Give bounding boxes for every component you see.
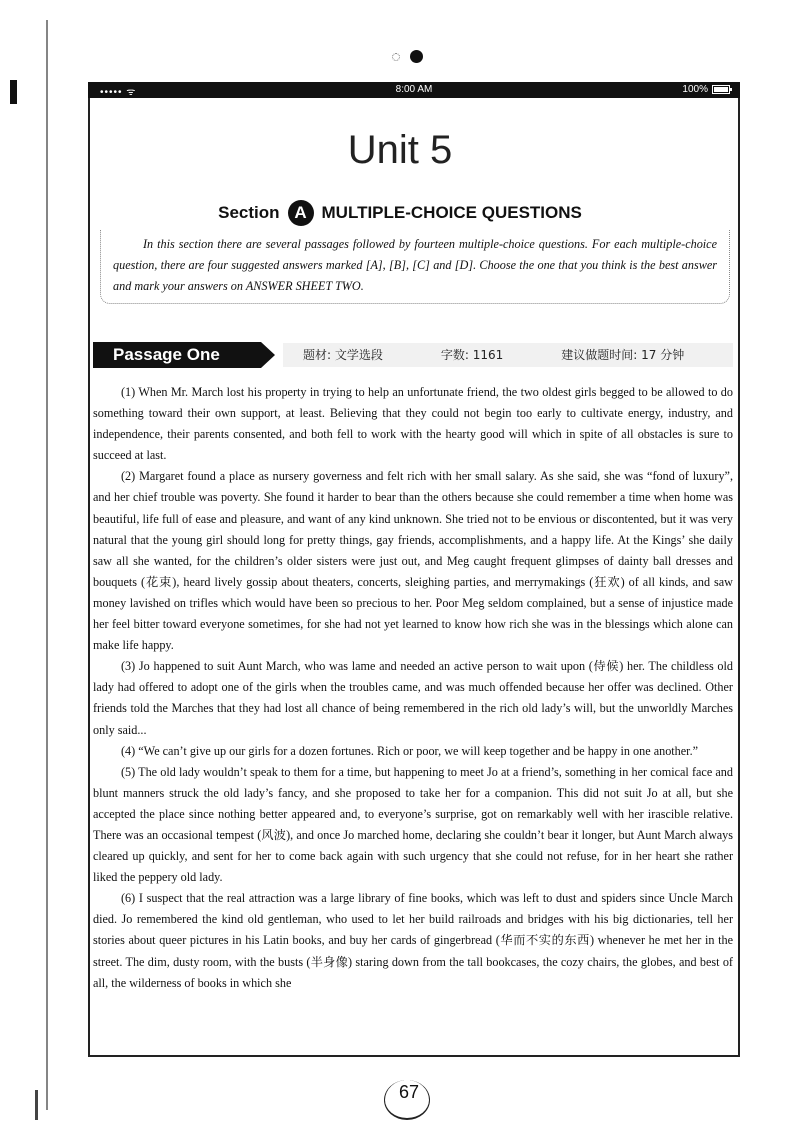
- section-heading: [0, 200, 800, 226]
- passage-meta: [283, 343, 733, 367]
- battery-percent: 100%: [682, 84, 708, 95]
- signal-icon: ••••• ᯤ: [100, 87, 137, 98]
- paragraph-1: (1) When Mr. March lost his property in trying to help an unfortunate friend, the two oldest girls begged to be allowed to do something toward their own support, at least. Believing that they could not begin too early to cultivate energy, industry, and independence, their parents consented, and both fell to work with the hearty good will which in spite of all obstacles is sure to succeed at last.: [93, 385, 733, 463]
- paragraph-4: (4) “We can’t give up our girls for a dozen fortunes. Rich or poor, we will keep together and be happy in one another.”: [121, 743, 699, 758]
- battery-indicator: [682, 84, 730, 95]
- binding-mark: [10, 80, 17, 104]
- sensor-icon: [392, 53, 400, 61]
- binding-line: [46, 20, 48, 1110]
- camera-icon: [410, 50, 423, 63]
- paragraph-6: (6) I suspect that the real attraction was a large library of fine books, which was left to dust and spiders since Uncle March died. Jo remembered the kind old gentleman, who used to let her build railroads and bridges with his big dictionaries, tell her stories about queer pictures in his Latin books, and buy her cards of gingerbread (华而不实的东西) whenever he met her in the street. The dim, dusty room, with the busts (半身像) staring down from the tall bookcases, the cozy chairs, the globes, and best of all, the wilderness of books in which she: [93, 891, 733, 990]
- paragraph-5: (5) The old lady wouldn’t speak to them for a time, but happening to meet Jo at a friend’s, something in her comical face and blunt manners struck the old lady’s fancy, and she proposed to take her for a companion. This did not suit Jo at all, but she accepted the place since nothing better appeared and, to everyone’s surprise, got on remarkably well with her irascible relative. There was an occasional tempest (风波), and once Jo marched home, declaring she couldn’t bear it longer, but Aunt March always cleared up quickly, and sent for her to come back again with such urgency that she could not refuse, for in her heart she rather liked the peppery old lady.: [93, 764, 733, 885]
- passage-arrow-icon: [261, 342, 275, 368]
- status-bar: [88, 82, 740, 98]
- section-instructions: In this section there are several passages followed by fourteen multiple-choice questions. For each multiple-choice question, there are four suggested answers marked [A], [B], [C] and [D]. Choose the one that you think is the best answer and mark your answers on ANSWER SHEET TWO.: [100, 230, 730, 304]
- passage-suggested-time: 建议做题时间: 17 分钟: [561, 348, 685, 362]
- unit-title: Unit 5: [347, 128, 453, 172]
- binding-mark-bottom: [35, 1090, 38, 1120]
- paragraph-2: (2) Margaret found a place as nursery governess and felt rich with her small salary. As she said, she was “fond of luxury”, and her chief trouble was poverty. She found it harder to bear than the others because she could remember a time when home was beautiful, life full of ease and pleasure, and want of any kind unknown. She tried not to be envious or discontented, but it was very natural that the young girl should long for pretty things, gay friends, accomplishments, and a happy life. At the Kings’ she daily saw all she wanted, for the children’s older sisters were just out, and Meg caught frequent glimpses of dainty ball dresses and bouquets (花束), heard lively gossip about theaters, concerts, sleighing parties, and merrymakings (狂欢) of all kinds, and saw money lavished on trifles which would have been so precious to her. Poor Meg seldom complained, but a sense of injustice made her feel bitter toward everyone sometimes, for she had not yet learned to know how rich she was in the blessings which alone can make life happy.: [93, 469, 733, 653]
- passage-word-count: 字数: 1161: [440, 348, 504, 362]
- section-title: MULTIPLE-CHOICE QUESTIONS: [321, 203, 582, 222]
- section-letter-badge: A: [288, 200, 314, 226]
- page-number: 67: [398, 1082, 420, 1102]
- paragraph-3: (3) Jo happened to suit Aunt March, who was lame and needed an active person to wait upon (侍候) her. The childless old lady had offered to adopt one of the girls when the troubles came, and was much offended because her offer was declined. Other friends told the Marches that they had lost all chance of being remembered in the rich old lady’s will, but the unworldly Marches only said...: [93, 659, 733, 737]
- passage-body: [93, 382, 733, 994]
- battery-icon: [712, 85, 730, 94]
- section-word: Section: [218, 203, 280, 222]
- passage-genre: 题材: 文学选段: [303, 348, 383, 362]
- status-time: 8:00 AM: [395, 84, 433, 95]
- passage-header: [93, 340, 733, 370]
- passage-tag: Passage One: [93, 342, 261, 368]
